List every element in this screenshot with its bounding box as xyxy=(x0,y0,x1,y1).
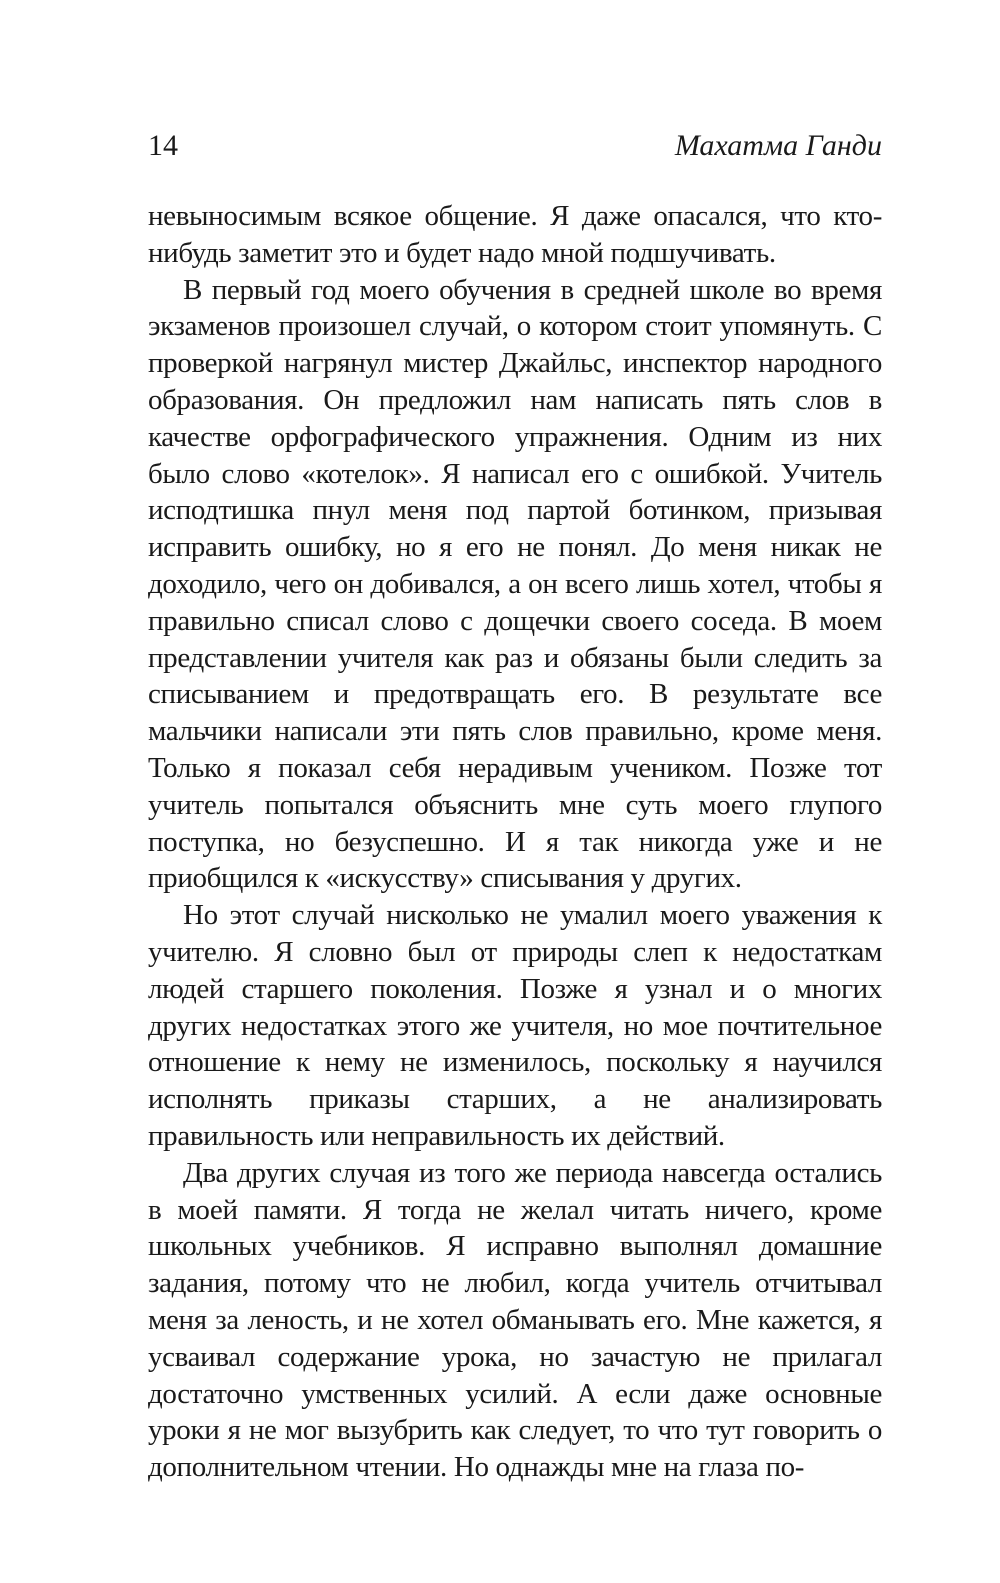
body-text xyxy=(148,198,882,1486)
paragraph-1: невыносимым всякое общение. Я даже опасался, что кто-нибудь заметит это и будет надо мной подшучивать. xyxy=(148,200,882,269)
paragraph-3: Но этот случай нисколько не умалил моего уважения к учителю. Я словно был от природы слеп к недостаткам людей старшего поколения. Позже я узнал и о многих других недостатках этого же учителя, но мое почтительное отношение к нему не изменилось, поскольку я научился исполнять приказы старших, а не анализировать правильность или неправильность их действий. xyxy=(148,899,882,1152)
page-number: 14 xyxy=(148,129,178,162)
paragraph-2: В первый год моего обучения в средней школе во время экзаменов произошел случай, о котором стоит упомянуть. С проверкой нагрянул мистер Джайльс, инспектор народного образования. Он предложил нам написать пять слов в качестве орфографического упражнения. Одним из них было слово «котелок». Я написал его с ошибкой. Учитель исподтишка пнул меня под партой ботинком, призывая исправить ошибку, но я его не понял. До меня никак не доходило, чего он добивался, а он всего лишь хотел, чтобы я правильно списал слово с дощечки своего соседа. В моем представлении учителя как раз и обязаны были следить за списыванием и предотвращать его. В результате все мальчики написали эти пять слов правильно, кроме меня. Только я показал себя нерадивым учеником. Позже тот учитель попытался объяснить мне суть моего глупого поступка, но безуспешно. И я так никогда уже и не приобщился к «искусству» списывания у других. xyxy=(148,273,882,895)
running-title: Махатма Ганди xyxy=(674,129,882,162)
book-page xyxy=(148,128,882,1486)
paragraph-4: Два других случая из того же периода навсегда остались в моей памяти. Я тогда не желал читать ничего, кроме школьных учебников. Я исправно выполнял домашние задания, потому что не любил, когда учитель отчитывал меня за леность, и не хотел обманывать его. Мне кажется, я усваивал содержание урока, но зачастую не прилагал достаточно умственных усилий. А если даже основные уроки я не мог вызубрить как следует, то что тут говорить о дополнительном чтении. Но однажды мне на глаза по- xyxy=(148,1156,882,1484)
running-head xyxy=(148,128,882,172)
